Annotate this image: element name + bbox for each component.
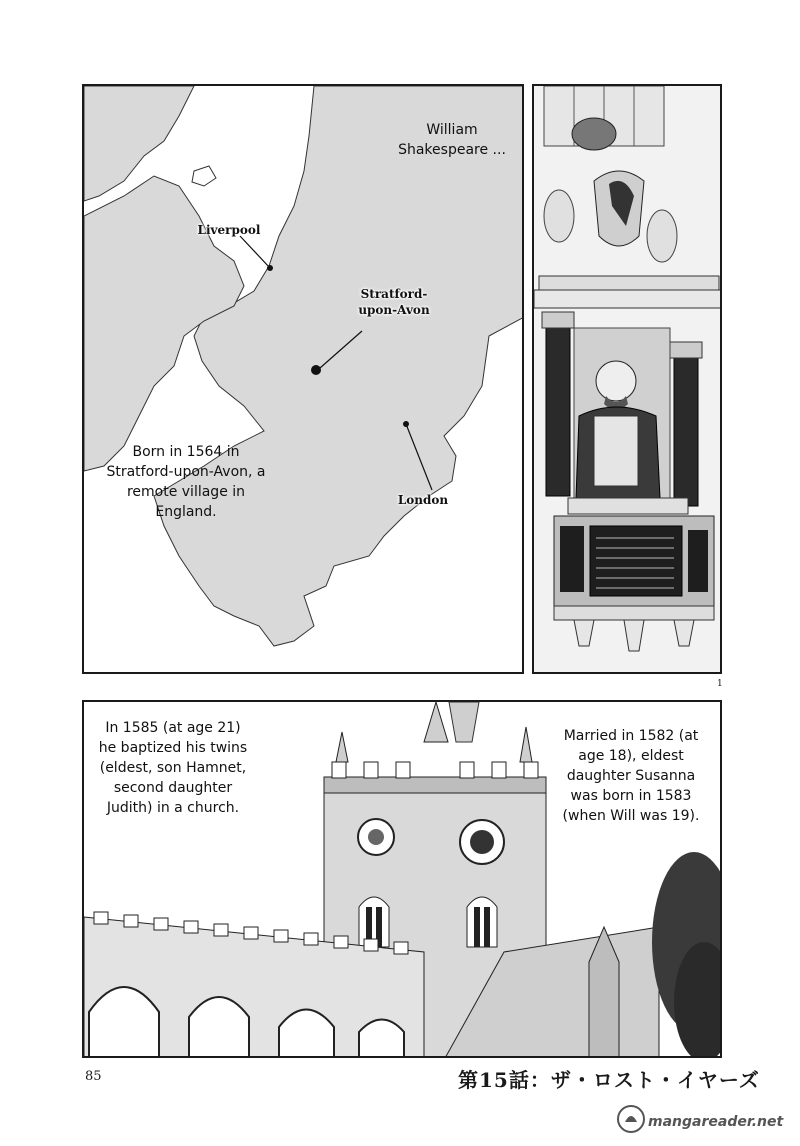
london-marker xyxy=(403,421,409,427)
panel-number: 1 xyxy=(717,679,723,689)
england-map-illustration xyxy=(84,86,524,674)
caption-1585-twins: In 1585 (at age 21) he baptized his twins (eldest, son Hamnet, second daughter Judith) in a church. xyxy=(98,720,248,816)
label-liverpool: Liverpool xyxy=(197,223,261,237)
church-panel xyxy=(82,700,722,1058)
caption-william-shakespeare: William Shakespeare ... xyxy=(398,122,506,158)
caption-married-1582: Married in 1582 (at age 18), eldest daughter Susanna was born in 1583 (when Will was 19). xyxy=(562,728,700,824)
caption-born-1564: Born in 1564 in Stratford-upon-Avon, a remote village in England. xyxy=(106,444,266,520)
map-panel xyxy=(82,84,524,674)
liverpool-marker xyxy=(267,265,273,271)
shakespeare-monument-illustration xyxy=(534,86,722,674)
watermark: mangareader.net xyxy=(648,1114,784,1130)
page-number: 85 xyxy=(85,1069,102,1084)
monument-panel xyxy=(532,84,722,674)
mangareader-logo-icon xyxy=(616,1104,646,1134)
label-london: London xyxy=(397,493,449,507)
chapter-title: 第15話：ザ・ロスト・イヤーズ xyxy=(458,1068,760,1092)
stratford-marker xyxy=(311,365,321,375)
label-stratford: Stratford-upon-Avon xyxy=(358,287,430,317)
